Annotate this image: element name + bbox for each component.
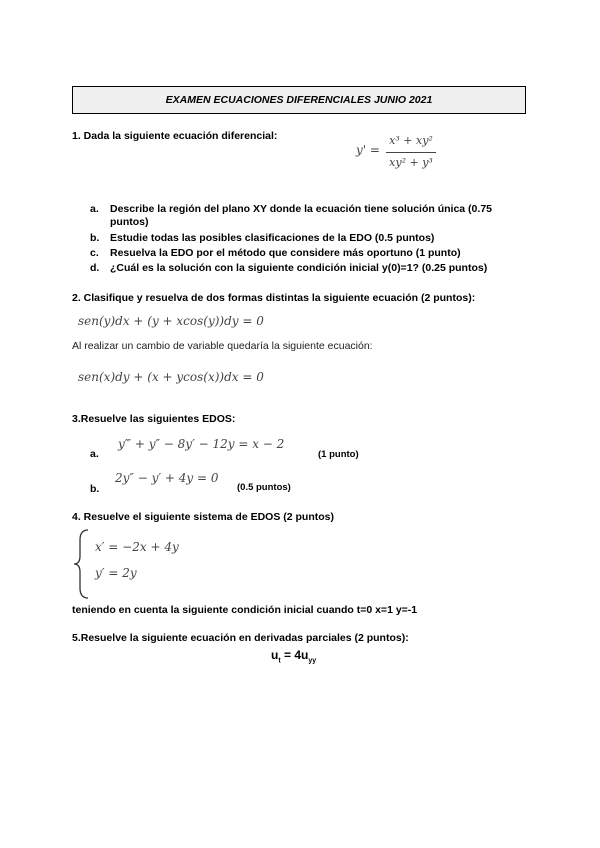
q1-item-d-text: ¿Cuál es la solución con la siguiente condición inicial y(0)=1? (0.25 puntos)	[110, 262, 488, 274]
q1-item-d	[90, 262, 550, 276]
q2-heading: 2. Clasifique y resuelva de dos formas distintas la siguiente ecuación (2 puntos):	[72, 292, 476, 304]
q1-eq-denominator: xy² + y³	[389, 156, 433, 169]
q1-eq-numerator: x³ + xy²	[389, 134, 433, 147]
q1-item-a-text2: puntos)	[110, 216, 149, 228]
q1-item-a-text: Describe la región del plano XY donde la ecuación tiene solución única (0.75	[110, 203, 492, 215]
q1-eq-fraction	[386, 134, 436, 174]
q1-eq-lhs: y' =	[356, 143, 380, 157]
q1-item-c-marker: c.	[90, 247, 99, 259]
q5-heading: 5.Resuelve la siguiente ecuación en derivadas parciales (2 puntos):	[72, 632, 409, 644]
exam-title: EXAMEN ECUACIONES DIFERENCIALES JUNIO 2021	[165, 94, 433, 106]
q1-item-d-marker: d.	[90, 262, 100, 274]
q3-b-marker: b.	[90, 483, 100, 495]
q3-b-equation: 2y″ − y′ + 4y = 0	[115, 471, 219, 485]
q1-item-a	[90, 203, 550, 231]
q4-brace-icon	[72, 528, 92, 600]
q5-eq-u: u	[271, 648, 279, 662]
title-box	[72, 86, 526, 114]
q1-item-c	[90, 247, 550, 261]
q1-item-b-marker: b.	[90, 232, 100, 244]
q1-fraction-bar	[386, 152, 436, 153]
q4-condition: teniendo en cuenta la siguiente condición inicial cuando t=0 x=1 y=-1	[72, 604, 418, 616]
q1-heading: 1. Dada la siguiente ecuación diferencial:	[72, 130, 278, 142]
q1-item-c-text: Resuelva la EDO por el método que considere más oportuno (1 punto)	[110, 247, 461, 259]
q5-eq-mid: = 4u	[280, 648, 309, 662]
q3-heading: 3.Resuelve las siguientes EDOS:	[72, 413, 236, 425]
q1-item-a-marker: a.	[90, 203, 99, 215]
q3-a-marker: a.	[90, 448, 99, 460]
q4-heading: 4. Resuelve el siguiente sistema de EDOS (2 puntos)	[72, 511, 334, 523]
q2-equation-1: sen(y)dx + (y + xcos(y))dy = 0	[78, 314, 264, 328]
q4-equation-2: y′ = 2y	[95, 566, 137, 580]
q1-item-b-text: Estudie todas las posibles clasificaciones de la EDO (0.5 puntos)	[110, 232, 435, 244]
q3-a-points: (1 punto)	[318, 449, 359, 460]
q5-eq-sub-yy: yy	[308, 657, 317, 665]
q1-item-b	[90, 232, 550, 246]
q5-eq-sub-t: t	[278, 657, 281, 665]
q2-equation-2: sen(x)dy + (x + ycos(x))dx = 0	[78, 370, 264, 384]
q5-equation	[271, 648, 316, 664]
q4-equation-1: x′ = −2x + 4y	[95, 540, 179, 554]
q3-b-points: (0.5 puntos)	[237, 482, 291, 493]
q2-note: Al realizar un cambio de variable quedaría la siguiente ecuación:	[72, 340, 373, 352]
q3-a-equation: y‴ + y″ − 8y′ − 12y = x − 2	[118, 437, 285, 451]
